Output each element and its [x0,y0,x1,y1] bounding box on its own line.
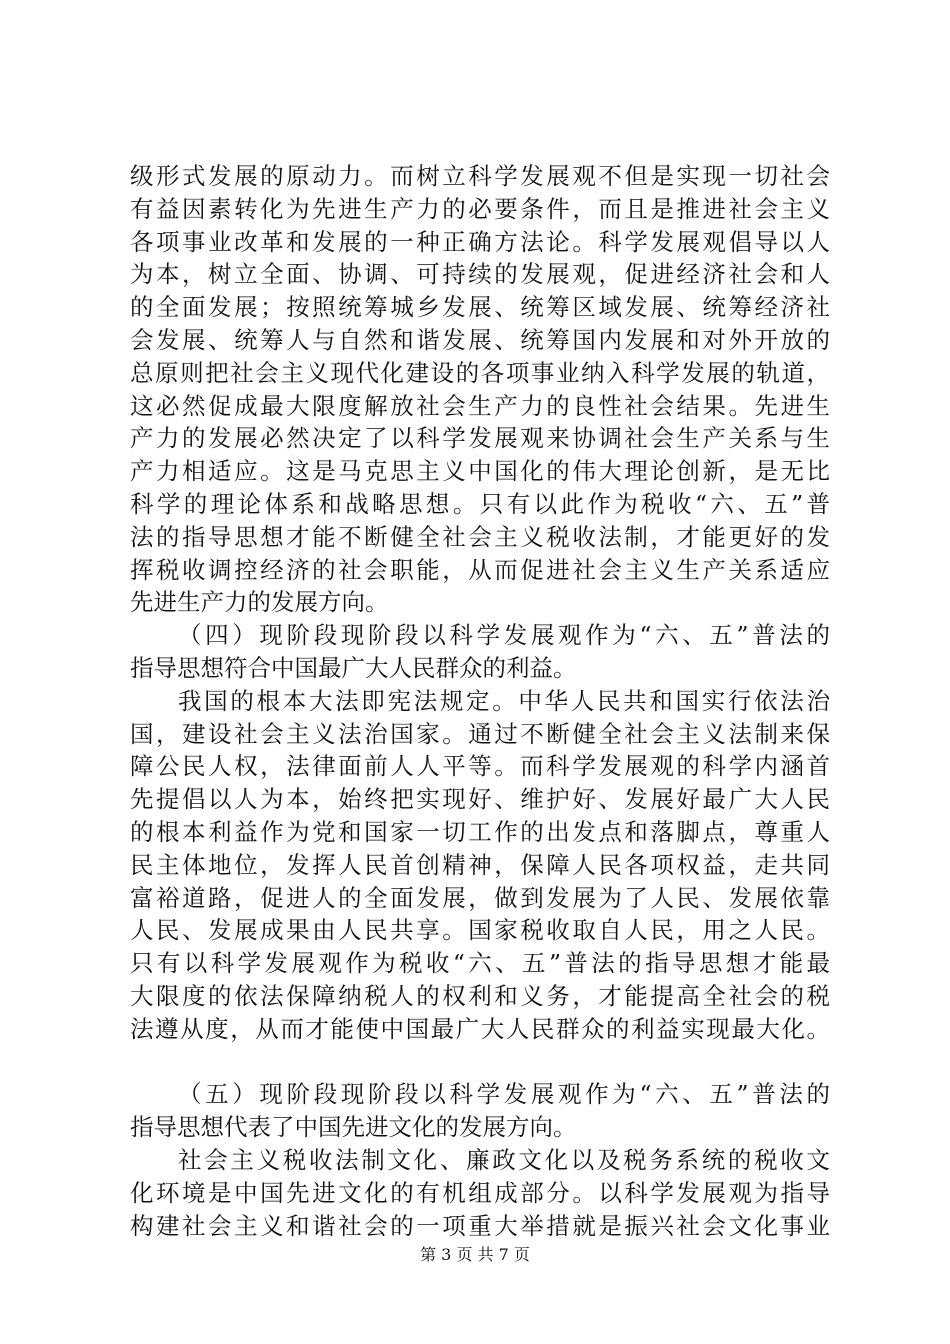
text-line: 构建社会主义和谐社会的一项重大举措就是振兴社会文化事业 [130,1211,830,1240]
text-line: 国，建设社会主义法治国家。通过不断健全社会主义法制来保 [130,719,830,748]
text-line: 总原则把社会主义现代化建设的各项事业纳入科学发展的轨道， [130,358,830,387]
text-line: 挥税收调控经济的社会职能，从而促进社会主义生产关系适应 [130,555,830,584]
text-line: 为本，树立全面、协调、可持续的发展观，促进经济社会和人 [130,260,830,289]
text-line: 指导思想符合中国最广大人民群众的利益。 [130,653,577,682]
text-line: 产力的发展必然决定了以科学发展观来协调社会生产关系与生 [130,424,830,453]
text-line: 这必然促成最大限度解放社会生产力的良性社会结果。先进生 [130,391,830,420]
body-text [130,160,830,1242]
text-line: 科学的理论体系和战略思想。只有以此作为税收“六、五”普 [130,489,830,518]
text-line: 富裕道路，促进人的全面发展，做到发展为了人民、发展依靠 [130,883,830,912]
text-line: 只有以科学发展观作为税收“六、五”普法的指导思想才能最 [130,949,830,978]
text-line: 民主体地位，发挥人民首创精神，保障人民各项权益，走共同 [130,850,830,879]
text-line: 各项事业改革和发展的一种正确方法论。科学发展观倡导以人 [130,227,830,256]
text-line: 法的指导思想才能不断健全社会主义税收法制，才能更好的发 [130,522,830,551]
text-line: 社会主义税收法制文化、廉政文化以及税务系统的税收文 [178,1145,830,1174]
page-footer: 第 3 页 共 7 页 [420,1245,530,1264]
text-line: 会发展、统筹人与自然和谐发展、统筹国内发展和对外开放的 [130,325,830,354]
text-line: 先进生产力的发展方向。 [130,588,389,617]
text-line: 我国的根本大法即宪法规定。中华人民共和国实行依法治 [178,686,830,715]
text-line: 指导思想代表了中国先进文化的发展方向。 [130,1113,577,1142]
text-line: （五）现阶段现阶段以科学发展观作为“六、五”普法的 [178,1080,830,1109]
text-line: 级形式发展的原动力。而树立科学发展观不但是实现一切社会 [130,162,830,190]
text-line: 先提倡以人为本，始终把实现好、维护好、发展好最广大人民 [130,785,830,814]
text-line: 法遵从度，从而才能使中国最广大人民群众的利益实现最大化。 [130,1014,830,1043]
text-line: 的全面发展；按照统筹城乡发展、统筹区域发展、统筹经济社 [130,293,830,322]
paragraph-gap [130,1046,830,1079]
text-line: 产力相适应。这是马克思主义中国化的伟大理论创新，是无比 [130,457,830,486]
text-line: 的根本利益作为党和国家一切工作的出发点和落脚点，尊重人 [130,817,830,846]
text-line: 障公民人权，法律面前人人平等。而科学发展观的科学内涵首 [130,752,830,781]
text-line: 人民、发展成果由人民共享。国家税收取自人民，用之人民。 [130,916,830,945]
text-line: 大限度的依法保障纳税人的权利和义务，才能提高全社会的税 [130,981,830,1010]
text-line: 有益因素转化为先进生产力的必要条件，而且是推进社会主义 [130,194,830,223]
text-line: （四）现阶段现阶段以科学发展观作为“六、五”普法的 [178,621,830,650]
text-line: 化环境是中国先进文化的有机组成部分。以科学发展观为指导 [130,1178,830,1207]
